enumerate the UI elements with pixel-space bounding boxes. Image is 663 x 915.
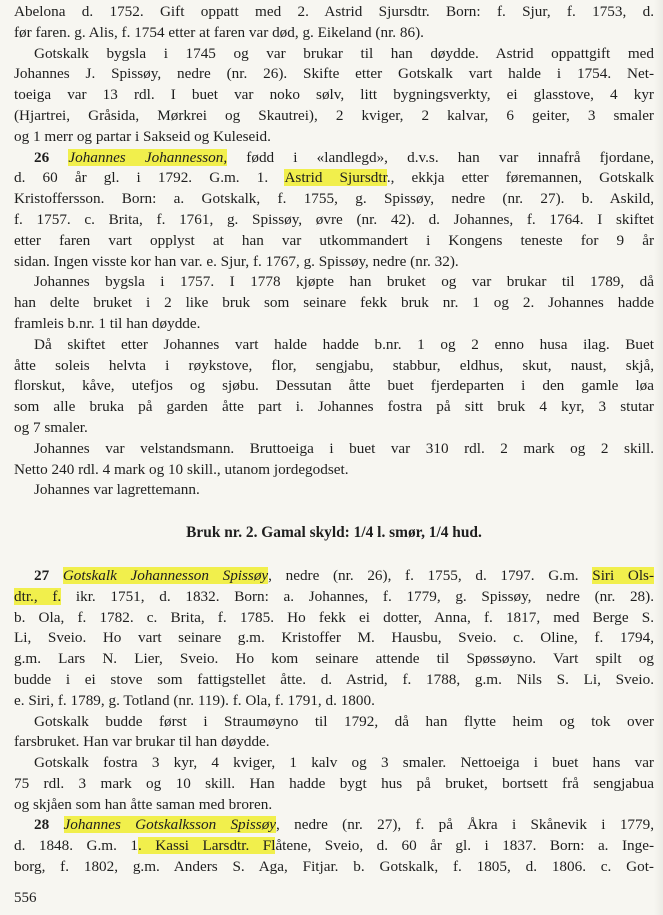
text-run: d. 60 år gl. i 1792. G.m. 1.: [14, 169, 285, 187]
text-line: [14, 670, 654, 691]
text-run: Kristoffersson. Born: a. Gotskalk, f. 1755, g. Spissøy, nedre (nr. 27). b. Askild,: [14, 190, 654, 208]
text-run: Johannes J. Spissøy, nedre (nr. 26). Skifte etter Gotskalk vart halde i 1754. Net-: [14, 65, 654, 83]
text-run: ., ekkja etter føremannen, Gotskalk: [386, 169, 654, 187]
text-run: framleis b.nr. 1 til han døydde.: [14, 314, 201, 332]
text-line: [14, 712, 654, 733]
text-line: [14, 753, 654, 774]
text-line: [14, 64, 654, 85]
text-line: [14, 439, 654, 460]
text-run: og 7 smaler.: [14, 418, 88, 436]
text-run: åtene, Sveio, d. 60 år gl. i 1837. Born: a. Inge-: [275, 837, 654, 855]
text-line: [14, 356, 654, 377]
text-run: Gotskalk budde først i Straumøyno til 1792, då han flytte heim og tok over: [34, 712, 654, 730]
text-run: , nedre (nr. 27), f. på Åkra i Skånevik i 1779,: [276, 816, 654, 834]
text-run: borg, f. 1802, g.m. Anders S. Aga, Fitjar. b. Gotskalk, f. 1805, d. 1806. c. Got-: [14, 858, 654, 876]
text-run: b. Ola, f. 1782. c. Brita, f. 1785. Ho fekk ei dotter, Anna, f. 1817, med Berge S.: [14, 608, 654, 626]
text-run: Johannes bygsla i 1757. I 1778 kjøpte han bruket og var brukar til 1789, då: [34, 273, 654, 291]
text-line: [14, 189, 654, 210]
text-line: [14, 628, 654, 649]
text-run: budde i ei stove som fattigstellet åtte. d. Astrid, f. 1788, g.m. Nils S. Li, Sveio.: [14, 670, 654, 688]
text-run: han delte bruket i 2 like bruk som seinare fekk bruk nr. 1 og 2. Johannes hadde: [14, 294, 654, 312]
text-line: [14, 815, 654, 836]
text-run: f. 1757. c. Brita, f. 1761, g. Spissøy, øvre (nr. 42). d. Johannes, f. 1764. I skiftet: [14, 210, 654, 228]
text-line: [14, 23, 654, 44]
text-line: [14, 127, 654, 148]
text-line: [14, 691, 654, 712]
text-run: ikr. 1751, d. 1832. Born: a. Johannes, f. 1779, g. Spissøy, nedre (nr. 28).: [61, 587, 654, 605]
text-run: Bruk nr. 2. Gamal skyld: 1/4 l. smør, 1/4 hud.: [186, 524, 482, 542]
text-run: fødd i «landlegd», d.v.s. han var innafrå fjordane,: [227, 148, 654, 166]
text-run: toeiga var 13 rdl. I buet var noko sølv, litt bygningsverkty, ei glasstove, 4 kyr: [14, 86, 654, 104]
text-run: Li, Sveio. Ho vart seinare g.m. Kristoffer M. Hausbu, Sveio. c. Oline, f. 1794,: [14, 629, 654, 647]
text-line: [14, 44, 654, 65]
highlighted-text: Johannes Gotskalksson Spissøy: [63, 816, 277, 834]
text-line: [14, 608, 654, 629]
highlighted-text: . Kassi Larsdtr. Fl: [137, 837, 276, 855]
text-line: [14, 210, 654, 231]
text-run: sidan. Ingen visste kor han var. e. Sjur, f. 1767, g. Spissøy, nedre (nr. 32).: [14, 252, 459, 270]
text-line: [14, 272, 654, 293]
text-line: [14, 732, 654, 753]
text-line: [14, 566, 654, 587]
page-edge: [654, 0, 663, 915]
text-line: [14, 460, 654, 481]
text-line: [14, 649, 654, 670]
text-line: [14, 836, 654, 857]
text-line: [14, 314, 654, 335]
text-run: Johannes var velstandsmann. Bruttoeiga i buet var 310 rdl. 2 mark og 2 skill.: [34, 439, 654, 457]
highlighted-text: Johannes Johannesson,: [68, 148, 228, 166]
text-run: Då skiftet etter Johannes vart halde hadde b.nr. 1 og 2 enno husa ilag. Buet: [34, 335, 654, 353]
text-line: [14, 168, 654, 189]
text-line: [14, 397, 654, 418]
text-run: [49, 567, 63, 584]
highlighted-text: Astrid Sjursdtr: [284, 169, 387, 187]
text-run: som alle bruka på garden åtte part i. Johannes fostra på sitt bruk 4 kyr, 3 stutar: [14, 398, 654, 416]
entry-number: 27: [34, 566, 50, 584]
spacer: [14, 501, 654, 523]
text-line: [14, 587, 654, 608]
text-run: Johannes var lagrettemann.: [34, 481, 200, 499]
text-line: [14, 293, 654, 314]
text-run: Gotskalk fostra 3 kyr, 4 kviger, 1 kalv og 3 smaler. Nettoeiga i buet hans var: [34, 754, 654, 772]
text-run: Gotskalk bygsla i 1745 og var brukar til han døydde. Astrid oppattgift med: [34, 44, 654, 62]
text-run: etter faren vart opplyst at han var utkommandert i Kongens teneste for 9 år: [14, 231, 654, 249]
entry-number: 28: [34, 816, 50, 834]
text-run: 75 rdl. 3 mark og 10 skill. Han hadde bygt hus på bruket, bortsett frå sengjabua: [14, 774, 654, 792]
text-run: g.m. Lars N. Lier, Sveio. Ho kom seinare attende til Spøssøyno. Vart spilt og: [14, 650, 654, 668]
text-run: og skjåen som han åtte saman med broren.: [14, 795, 273, 813]
section-heading: [14, 523, 654, 544]
text-run: og 1 merr og partar i Sakseid og Kuleseid.: [14, 127, 271, 145]
text-line: [14, 795, 654, 816]
entry-number: 26: [34, 148, 50, 166]
text-run: , nedre (nr. 26), f. 1755, d. 1797. G.m.: [268, 566, 593, 584]
text-line: [14, 335, 654, 356]
text-run: [49, 149, 68, 166]
body-text: [14, 2, 654, 878]
text-line: [14, 376, 654, 397]
text-run: Netto 240 rdl. 4 mark og 10 skill., utanom jordegodset.: [14, 460, 349, 478]
text-line: [14, 231, 654, 252]
text-line: [14, 252, 654, 273]
text-run: Abelona d. 1752. Gift oppatt med 2. Astrid Sjursdtr. Born: f. Sjur, f. 1753, d.: [14, 3, 654, 20]
spacer: [14, 544, 654, 566]
text-run: florskut, kåve, utefjos og sjøbu. Dessutan åtte buet fjerdeparten i den gamle løa: [14, 377, 654, 395]
text-line: [14, 85, 654, 106]
text-line: [14, 148, 654, 169]
text-line: [14, 2, 654, 23]
text-line: [14, 480, 654, 501]
text-run: åtte soleis helvta i røykstove, flor, sengjabu, stabbur, eldhus, skut, naust, skjå,: [14, 356, 654, 374]
page-number: 556: [14, 890, 37, 906]
text-line: [14, 774, 654, 795]
text-run: d. 1848. G.m. 1: [14, 837, 138, 855]
text-run: farsbruket. Han var brukar til han døydde.: [14, 733, 270, 751]
text-line: [14, 418, 654, 439]
highlighted-text: Siri Ols-: [592, 566, 654, 584]
text-line: [14, 857, 654, 878]
highlighted-text: Gotskalk Johannesson Spissøy: [62, 566, 269, 584]
text-run: før faren. g. Alis, f. 1754 etter at faren var død, g. Eikeland (nr. 86).: [14, 23, 424, 41]
text-run: [49, 816, 63, 833]
text-line: [14, 106, 654, 127]
highlighted-text: dtr., f.: [14, 587, 62, 605]
text-run: e. Siri, f. 1789, g. Totland (nr. 119). f. Ola, f. 1791, d. 1800.: [14, 691, 375, 709]
text-run: (Hjartrei, Gråsida, Mørkrei og Skautrei), 2 kviger, 2 kalvar, 6 geiter, 3 smaler: [14, 106, 654, 124]
